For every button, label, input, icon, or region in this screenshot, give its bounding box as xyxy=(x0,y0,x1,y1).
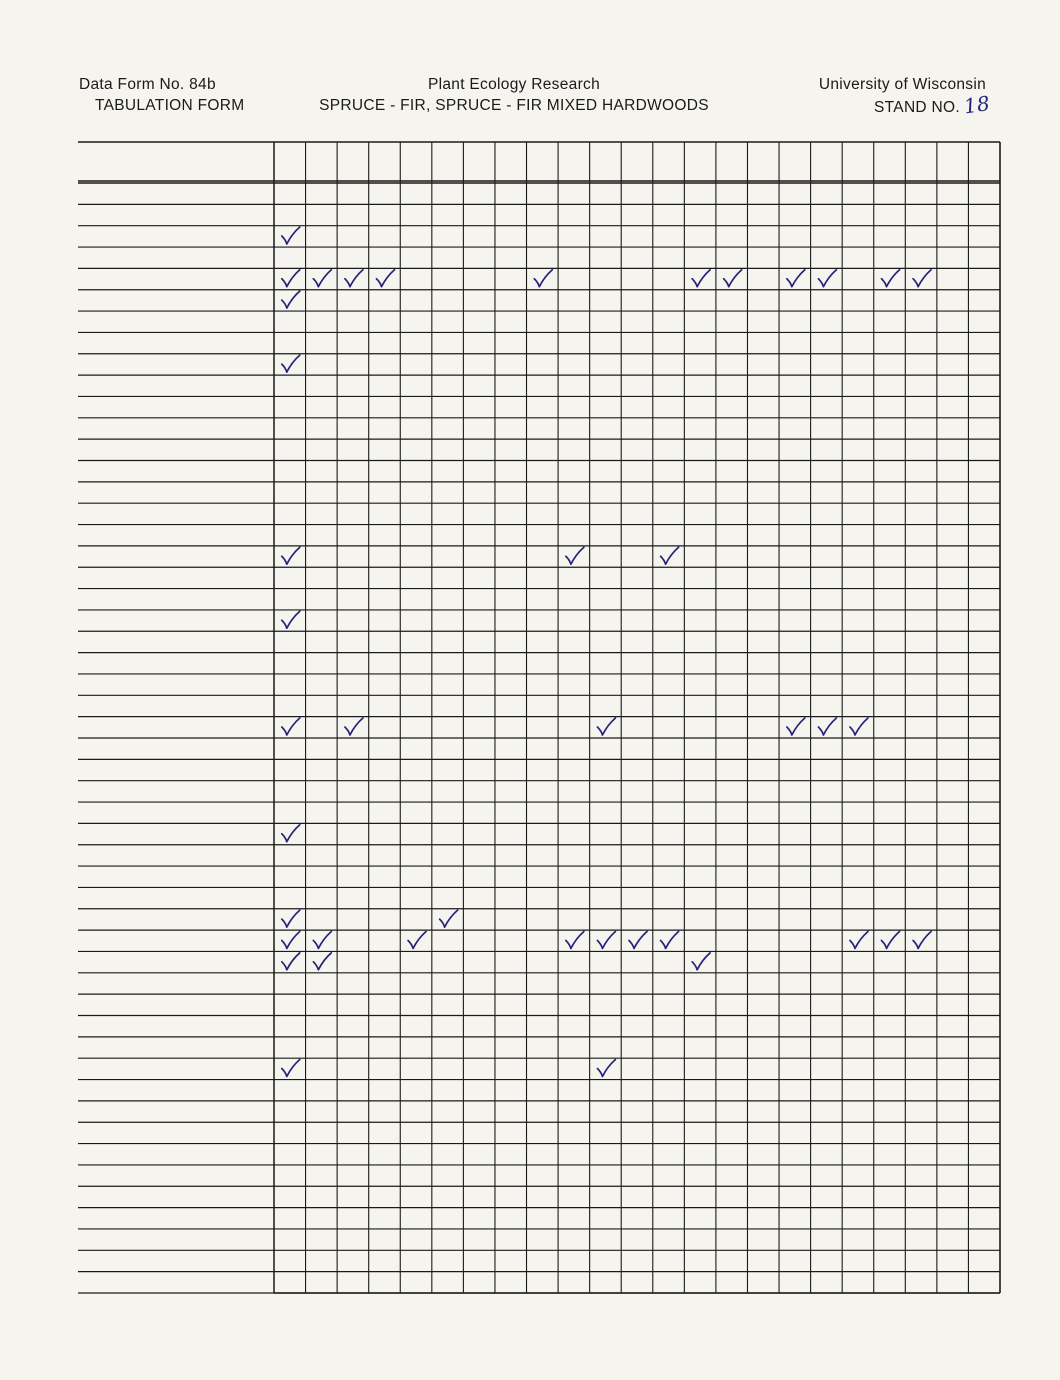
check-mark-icon xyxy=(282,718,300,735)
check-mark-icon xyxy=(629,931,647,948)
institution-name: University of Wisconsin xyxy=(818,76,986,93)
check-mark-icon xyxy=(408,931,426,948)
check-mark-icon xyxy=(282,227,300,244)
check-mark-icon xyxy=(818,718,836,735)
check-mark-icon xyxy=(282,953,300,970)
check-mark-icon xyxy=(282,547,300,564)
check-mark-icon xyxy=(282,825,300,842)
check-mark-icon xyxy=(661,547,679,564)
check-mark-icon xyxy=(345,270,363,287)
check-mark-icon xyxy=(692,270,710,287)
check-mark-icon xyxy=(440,910,458,927)
check-mark-icon xyxy=(313,953,331,970)
check-mark-icon xyxy=(282,1060,300,1077)
check-mark-icon xyxy=(692,953,710,970)
check-mark-icon xyxy=(282,291,300,308)
check-mark-icon xyxy=(313,931,331,948)
check-mark-icon xyxy=(597,1060,615,1077)
check-mark-icon xyxy=(597,931,615,948)
stand-label: STAND NO. xyxy=(874,99,960,116)
check-mark-icon xyxy=(282,355,300,372)
check-mark-icon xyxy=(882,931,900,948)
check-mark-icon xyxy=(787,718,805,735)
check-mark-icon xyxy=(282,270,300,287)
check-mark-icon xyxy=(850,718,868,735)
check-mark-icon xyxy=(913,931,931,948)
check-mark-icon xyxy=(566,931,584,948)
check-mark-icon xyxy=(882,270,900,287)
check-mark-icon xyxy=(376,270,394,287)
check-mark-icon xyxy=(313,270,331,287)
check-mark-icon xyxy=(913,270,931,287)
check-mark-icon xyxy=(661,931,679,948)
check-mark-icon xyxy=(850,931,868,948)
check-mark-icon xyxy=(566,547,584,564)
project-title: Plant Ecology Research xyxy=(427,76,601,93)
form-number: Data Form No. 84b xyxy=(79,76,216,93)
check-mark-icon xyxy=(282,910,300,927)
check-mark-icon xyxy=(597,718,615,735)
check-mark-icon xyxy=(282,931,300,948)
check-mark-icon xyxy=(282,611,300,628)
check-mark-icon xyxy=(345,718,363,735)
check-mark-icon xyxy=(534,270,552,287)
form-type: TABULATION FORM xyxy=(95,97,245,114)
stand-number: 18 xyxy=(962,91,992,119)
community-title: SPRUCE - FIR, SPRUCE - FIR MIXED HARDWOODS xyxy=(319,97,709,114)
check-mark-icon xyxy=(724,270,742,287)
check-mark-icon xyxy=(818,270,836,287)
check-mark-icon xyxy=(787,270,805,287)
